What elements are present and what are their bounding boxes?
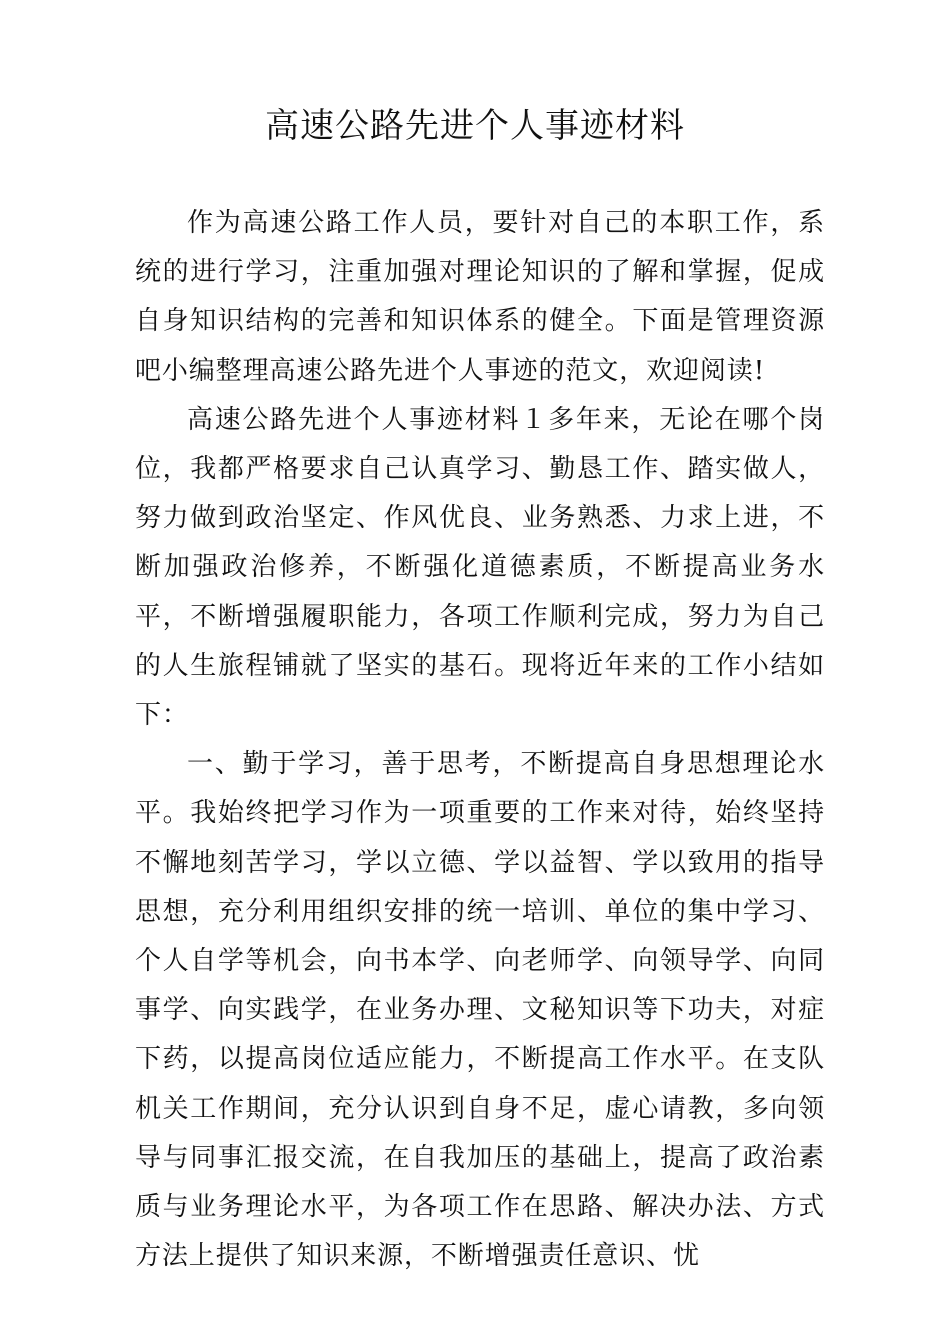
document-body: [135, 199, 825, 1281]
document-title: 高速公路先进个人事迹材料: [265, 106, 685, 146]
paragraph-section-1: 一、勤于学习，善于思考，不断提高自身思想理论水平。我始终把学习作为一项重要的工作来对待，始终坚持不懈地刻苦学习，学以立德、学以益智、学以致用的指导思想，充分利用组织安排的统一培训、单位的集中学习、个人自学等机会，向书本学、向老师学、向领导学、向同事学、向实践学，在业务办理、文秘知识等下功夫，对症下药，以提高岗位适应能力，不断提高工作水平。在支队机关工作期间，充分认识到自身不足，虚心请教，多向领导与同事汇报交流，在自我加压的基础上，提高了政治素质与业务理论水平，为各项工作在思路、解决办法、方式方法上提供了知识来源，不断增强责任意识、忧: [135, 749, 825, 1272]
paragraph-intro: 作为高速公路工作人员，要针对自己的本职工作，系统的进行学习，注重加强对理论知识的了解和掌握，促成自身知识结构的完善和知识体系的健全。下面是管理资源吧小编整理高速公路先进个人事迹的范文，欢迎阅读!: [135, 208, 825, 386]
paragraph-material-1: 高速公路先进个人事迹材料１多年来，无论在哪个岗位，我都严格要求自己认真学习、勤恳工作、踏实做人，努力做到政治坚定、作风优良、业务熟悉、力求上进，不断加强政治修养，不断强化道德素质，不断提高业务水平，不断增强履职能力，各项工作顺利完成，努力为自己的人生旅程铺就了坚实的基石。现将近年来的工作小结如下：: [135, 404, 825, 731]
